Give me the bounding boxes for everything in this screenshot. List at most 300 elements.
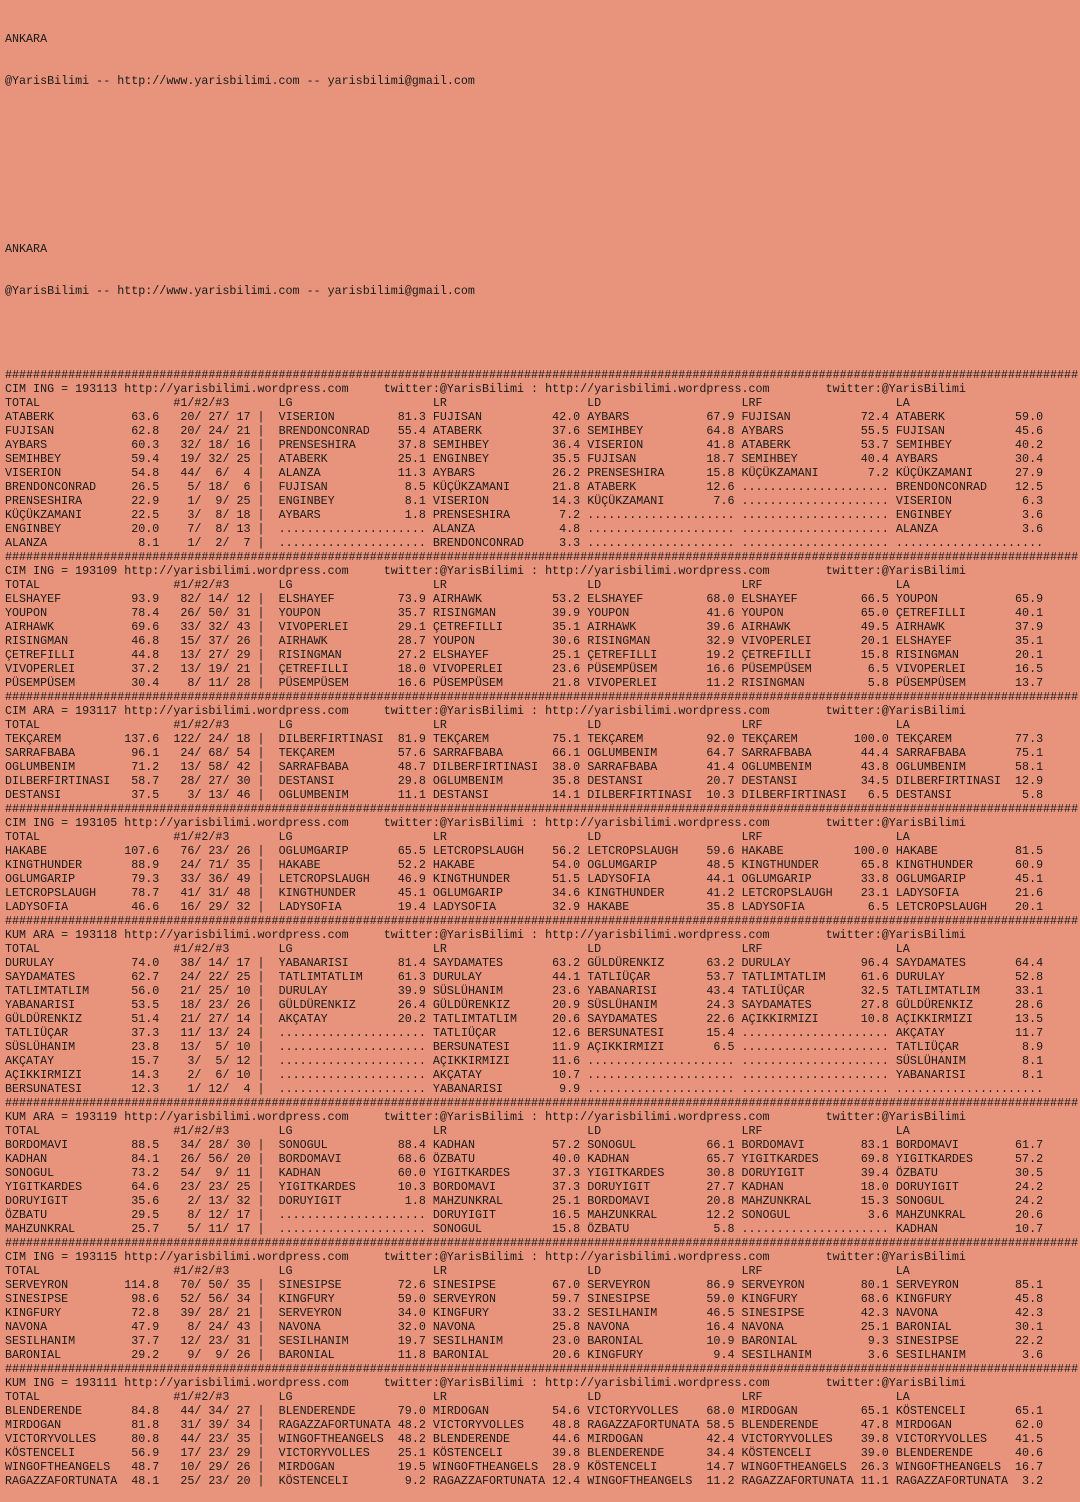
column-header-la: LA [895,396,910,410]
total-value: 88.9 [117,858,160,872]
column-divider: | [250,1432,279,1446]
table-row [5,466,1080,480]
lrf-entry: SARRAFBABA 44.4 [741,746,896,760]
ld-entry: RAGAZZAFORTUNATA 58.5 [587,1418,742,1432]
lg-entry: MIRDOGAN 19.5 [278,1460,433,1474]
la-entry: LETCROPSLAUGH 20.1 [895,900,1051,914]
column-divider: | [250,760,279,774]
lr-entry: KÖSTENCELI 39.8 [432,1446,588,1460]
lrf-entry: VICTORYVOLLES 39.8 [741,1432,896,1446]
spacer [770,816,826,830]
spacer [159,1292,173,1306]
column-header-total: TOTAL [5,718,174,732]
spacer [159,1278,173,1292]
total-value: 46.6 [117,900,160,914]
rank-counts: 52/ 56/ 34 [173,1292,251,1306]
lg-entry: DESTANSI 29.8 [278,774,433,788]
empty-entry: ..................... [278,1222,433,1236]
lg-entry: YOUPON 35.7 [278,606,433,620]
ld-entry: TATLIÜÇAR 53.7 [587,970,742,984]
column-header-lr: LR [432,578,588,592]
rank-counts: 3/ 13/ 46 [173,788,251,802]
spacer [159,760,173,774]
rank-counts: 28/ 27/ 30 [173,774,251,788]
column-header-ld: LD [587,578,742,592]
twitter-handle: twitter:@YarisBilimi [383,382,525,396]
horse-name: HAKABE [5,844,118,858]
column-divider: | [250,900,279,914]
table-row [5,788,1080,802]
column-header-total: TOTAL [5,578,174,592]
la-entry: LADYSOFIA 21.6 [895,886,1051,900]
spacer [159,1418,173,1432]
total-value: 58.7 [117,774,160,788]
lrf-entry: BLENDERENDE 47.8 [741,1418,896,1432]
spacer [159,536,173,550]
column-divider: | [250,1320,279,1334]
column-divider: | [250,1278,279,1292]
total-value: 74.0 [117,956,160,970]
lr-entry: VICTORYVOLLES 48.8 [432,1418,588,1432]
table-row [5,1418,1080,1432]
horse-name: MAHZUNKRAL [5,1222,118,1236]
la-entry: BARONIAL 30.1 [895,1320,1051,1334]
wordpress-url: http://yarisbilimi.wordpress.com [545,704,770,718]
la-entry: RISINGMAN 20.1 [895,648,1051,662]
horse-name: PÜSEMPÜSEM [5,676,118,690]
lr-entry: VIVOPERLEI 23.6 [432,662,588,676]
spacer [349,1250,384,1264]
table-row [5,1180,1080,1194]
column-divider: | [250,1040,279,1054]
ld-entry: VICTORYVOLLES 68.0 [587,1404,742,1418]
lrf-entry: KADHAN 18.0 [741,1180,896,1194]
table-row [5,494,1080,508]
spacer [159,1194,173,1208]
table-row [5,1348,1080,1362]
rank-counts: 12/ 23/ 31 [173,1334,251,1348]
spacer [159,970,173,984]
horse-name: YIGITKARDES [5,1180,118,1194]
lr-entry: DESTANSI 14.1 [432,788,588,802]
table-row [5,634,1080,648]
column-divider: | [250,592,279,606]
total-value: 53.5 [117,998,160,1012]
lg-entry: AKÇATAY 20.2 [278,1012,433,1026]
total-value: 69.6 [117,620,160,634]
column-header-lg: LG [278,830,433,844]
total-value: 30.4 [117,676,160,690]
total-value: 96.1 [117,746,160,760]
horse-name: BRENDONCONRAD [5,480,118,494]
column-divider: | [250,1054,279,1068]
la-entry: KÖSTENCELI 65.1 [895,1404,1051,1418]
column-header-ld: LD [587,1264,742,1278]
rank-counts: 24/ 71/ 35 [173,858,251,872]
total-value: 62.8 [117,424,160,438]
total-value: 79.3 [117,872,160,886]
rank-counts: 5/ 18/ 6 [173,480,251,494]
section-title [5,816,1080,830]
joiner: : [524,928,546,942]
empty-entry: ..................... [741,494,896,508]
table-row [5,438,1080,452]
column-divider: | [250,452,279,466]
lr-entry: AIRHAWK 53.2 [432,592,588,606]
lr-entry: SONOGUL 15.8 [432,1222,588,1236]
total-value: 26.5 [117,480,160,494]
total-value: 37.5 [117,788,160,802]
lg-entry: YIGITKARDES 10.3 [278,1180,433,1194]
lg-entry: KINGFURY 59.0 [278,1292,433,1306]
race-type-and-code: CIM ING = 193105 [5,816,125,830]
total-value: 80.8 [117,1432,160,1446]
rank-counts: 39/ 28/ 21 [173,1306,251,1320]
table-row [5,858,1080,872]
empty-entry: ..................... [587,1082,742,1096]
table-row [5,1208,1080,1222]
column-divider: | [250,1334,279,1348]
table-row [5,676,1080,690]
section-separator: ######################################################################################################################################################### [5,914,1079,928]
spacer [159,1180,173,1194]
column-divider: | [250,536,279,550]
section-title [5,1376,1080,1390]
horse-name: LADYSOFIA [5,900,118,914]
lg-entry: ENGINBEY 8.1 [278,494,433,508]
twitter-handle: twitter:@YarisBilimi [383,704,525,718]
column-header-lg: LG [278,942,433,956]
total-value: 14.3 [117,1068,160,1082]
ld-entry: ÖZBATU 5.8 [587,1222,742,1236]
horse-name: SEMIHBEY [5,452,118,466]
rank-counts: 31/ 39/ 34 [173,1418,251,1432]
lrf-entry: NAVONA 25.1 [741,1320,896,1334]
lr-entry: KINGTHUNDER 51.5 [432,872,588,886]
la-entry: AKÇATAY 11.7 [895,1026,1051,1040]
table-row [5,1306,1080,1320]
column-divider: | [250,984,279,998]
ld-entry: AIRHAWK 39.6 [587,620,742,634]
horse-name: YOUPON [5,606,118,620]
horse-name: SAYDAMATES [5,970,118,984]
la-entry: SAYDAMATES 64.4 [895,956,1051,970]
empty-entry: ..................... [741,1068,896,1082]
horse-name: AKÇATAY [5,1054,118,1068]
spacer [159,676,173,690]
empty-entry: ..................... [741,1040,896,1054]
lrf-entry: BORDOMAVI 83.1 [741,1138,896,1152]
horse-name: BLENDERENDE [5,1404,118,1418]
horse-name: SERVEYRON [5,1278,118,1292]
wordpress-url: http://yarisbilimi.wordpress.com [545,1110,770,1124]
ld-entry: BARONIAL 10.9 [587,1334,742,1348]
column-header-ranks: #1/#2/#3 [173,1124,279,1138]
table-row [5,508,1080,522]
la-entry: AIRHAWK 37.9 [895,620,1051,634]
lr-entry: KÜÇÜKZAMANI 21.8 [432,480,588,494]
table-row [5,998,1080,1012]
lrf-entry: TATLIMTATLIM 61.6 [741,970,896,984]
total-value: 71.2 [117,760,160,774]
ld-entry: ÇETREFILLI 19.2 [587,648,742,662]
total-value: 44.8 [117,648,160,662]
lr-entry: AÇIKKIRMIZI 11.6 [432,1054,588,1068]
column-divider: | [250,466,279,480]
la-entry: WINGOFTHEANGELS 16.7 [895,1460,1051,1474]
column-header-la: LA [895,578,910,592]
ld-entry: LETCROPSLAUGH 59.6 [587,844,742,858]
horse-name: PRENSESHIRA [5,494,118,508]
ld-entry: KINGTHUNDER 41.2 [587,886,742,900]
la-entry: ÇETREFILLI 40.1 [895,606,1051,620]
lr-entry: MAHZUNKRAL 25.1 [432,1194,588,1208]
column-header-ld: LD [587,942,742,956]
column-header-lr: LR [432,830,588,844]
spacer [349,928,384,942]
spacer [159,634,173,648]
horse-name: VICTORYVOLLES [5,1432,118,1446]
lr-entry: BERSUNATESI 11.9 [432,1040,588,1054]
ld-entry: AYBARS 67.9 [587,410,742,424]
ld-entry: SINESIPSE 59.0 [587,1292,742,1306]
lr-entry: SARRAFBABA 66.1 [432,746,588,760]
spacer [159,1152,173,1166]
column-divider: | [250,1292,279,1306]
ld-entry: KÜÇÜKZAMANI 7.6 [587,494,742,508]
empty-entry: ..................... [895,536,1051,550]
race-section-193111 [5,1362,1080,1488]
twitter-handle: twitter:@YarisBilimi [383,816,525,830]
lg-entry: RAGAZZAFORTUNATA 48.2 [278,1418,433,1432]
lr-entry: NAVONA 25.8 [432,1320,588,1334]
rank-counts: 41/ 31/ 48 [173,886,251,900]
lr-entry: TATLIÜÇAR 12.6 [432,1026,588,1040]
ld-entry: AÇIKKIRMIZI 6.5 [587,1040,742,1054]
lg-entry: OGLUMBENIM 11.1 [278,788,433,802]
rank-counts: 122/ 24/ 18 [173,732,251,746]
twitter-handle: twitter:@YarisBilimi [825,1250,966,1264]
lg-entry: DORUYIGIT 1.8 [278,1194,433,1208]
la-entry: VIVOPERLEI 16.5 [895,662,1051,676]
rank-counts: 82/ 14/ 12 [173,592,251,606]
lrf-entry: SONOGUL 3.6 [741,1208,896,1222]
twitter-handle: twitter:@YarisBilimi [825,1376,966,1390]
spacer [349,564,384,578]
lr-entry: VISERION 14.3 [432,494,588,508]
total-value: 63.6 [117,410,160,424]
twitter-handle: twitter:@YarisBilimi [383,564,525,578]
ld-entry: OGLUMBENIM 64.7 [587,746,742,760]
rank-counts: 5/ 11/ 17 [173,1222,251,1236]
rank-counts: 20/ 24/ 21 [173,424,251,438]
total-value: 22.9 [117,494,160,508]
column-header-total: TOTAL [5,1390,174,1404]
lr-entry: KINGFURY 33.2 [432,1306,588,1320]
spacer [159,1040,173,1054]
column-header-total: TOTAL [5,396,174,410]
lrf-entry: SEMIHBEY 40.4 [741,452,896,466]
rank-counts: 1/ 9/ 25 [173,494,251,508]
column-header-ranks: #1/#2/#3 [173,396,279,410]
ld-entry: MIRDOGAN 42.4 [587,1432,742,1446]
total-value: 78.4 [117,606,160,620]
ld-entry: KÖSTENCELI 14.7 [587,1460,742,1474]
horse-name: AÇIKKIRMIZI [5,1068,118,1082]
horse-name: KINGFURY [5,1306,118,1320]
column-divider: | [250,858,279,872]
empty-entry: ..................... [278,1040,433,1054]
ld-entry: DILBERFIRTINASI 10.3 [587,788,742,802]
joiner: : [524,816,546,830]
lr-entry: BORDOMAVI 37.3 [432,1180,588,1194]
empty-entry: ..................... [741,480,896,494]
lr-entry: PRENSESHIRA 7.2 [432,508,588,522]
wordpress-url: http://yarisbilimi.wordpress.com [124,1110,349,1124]
la-entry: SINESIPSE 22.2 [895,1334,1051,1348]
la-entry: DILBERFIRTINASI 12.9 [895,774,1051,788]
lg-entry: ELSHAYEF 73.9 [278,592,433,606]
lg-entry: SESILHANIM 19.7 [278,1334,433,1348]
ld-entry: SEMIHBEY 64.8 [587,424,742,438]
column-divider: | [250,410,279,424]
lrf-entry: SINESIPSE 42.3 [741,1306,896,1320]
lg-entry: SERVEYRON 34.0 [278,1306,433,1320]
wordpress-url: http://yarisbilimi.wordpress.com [124,564,349,578]
total-value: 37.2 [117,662,160,676]
ld-entry: GÜLDÜRENKIZ 63.2 [587,956,742,970]
la-entry: SÜSLÜHANIM 8.1 [895,1054,1051,1068]
table-row [5,424,1080,438]
table-row [5,592,1080,606]
race-section-193118 [5,914,1080,1096]
spacer [159,1334,173,1348]
lg-entry: ÇETREFILLI 18.0 [278,662,433,676]
joiner: : [524,1110,546,1124]
lg-entry: TEKÇAREM 57.6 [278,746,433,760]
lg-entry: WINGOFTHEANGELS 48.2 [278,1432,433,1446]
table-row [5,536,1080,550]
table-row [5,1432,1080,1446]
horse-name: DORUYIGIT [5,1194,118,1208]
lr-entry: OGLUMGARIP 34.6 [432,886,588,900]
la-entry: SERVEYRON 85.1 [895,1278,1051,1292]
column-divider: | [250,1418,279,1432]
total-value: 98.6 [117,1292,160,1306]
ld-entry: ATABERK 12.6 [587,480,742,494]
table-row [5,886,1080,900]
spacer [159,662,173,676]
la-entry: ÖZBATU 30.5 [895,1166,1051,1180]
blank-line [5,200,1080,214]
column-divider: | [250,508,279,522]
column-divider: | [250,606,279,620]
spacer [770,928,826,942]
table-row [5,1054,1080,1068]
la-entry: KINGTHUNDER 60.9 [895,858,1051,872]
column-divider: | [250,970,279,984]
horse-name: KÖSTENCELI [5,1446,118,1460]
column-header-lr: LR [432,396,588,410]
column-divider: | [250,1446,279,1460]
race-type-and-code: CIM ING = 193109 [5,564,125,578]
lr-entry: ELSHAYEF 25.1 [432,648,588,662]
section-separator: ######################################################################################################################################################### [5,1362,1079,1376]
rank-counts: 21/ 25/ 10 [173,984,251,998]
lrf-entry: OGLUMBENIM 43.8 [741,760,896,774]
la-entry: TATLIMTATLIM 33.1 [895,984,1051,998]
lrf-entry: KINGTHUNDER 65.8 [741,858,896,872]
spacer [770,704,826,718]
lg-entry: BLENDERENDE 79.0 [278,1404,433,1418]
spacer [159,508,173,522]
byline: @YarisBilimi -- http://www.yarisbilimi.com -- yarisbilimi@gmail.com [5,74,475,88]
ld-entry: ELSHAYEF 68.0 [587,592,742,606]
total-value: 62.7 [117,970,160,984]
twitter-handle: twitter:@YarisBilimi [383,1376,525,1390]
wordpress-url: http://yarisbilimi.wordpress.com [545,928,770,942]
column-header-ranks: #1/#2/#3 [173,578,279,592]
empty-entry: ..................... [895,1082,1051,1096]
rank-counts: 11/ 13/ 24 [173,1026,251,1040]
ld-entry: LADYSOFIA 44.1 [587,872,742,886]
total-value: 72.8 [117,1306,160,1320]
spacer [159,1012,173,1026]
lr-entry: ATABERK 37.6 [432,424,588,438]
column-header-lrf: LRF [741,578,896,592]
ld-entry: DORUYIGIT 27.7 [587,1180,742,1194]
spacer [159,1474,173,1488]
column-header-lr: LR [432,942,588,956]
spacer [159,1082,173,1096]
ld-entry: RISINGMAN 32.9 [587,634,742,648]
ld-entry: BERSUNATESI 15.4 [587,1026,742,1040]
horse-name: VISERION [5,466,118,480]
wordpress-url: http://yarisbilimi.wordpress.com [124,1376,349,1390]
table-row [5,1320,1080,1334]
la-entry: HAKABE 81.5 [895,844,1051,858]
rank-counts: 34/ 28/ 30 [173,1138,251,1152]
race-type-and-code: KUM ING = 193111 [5,1376,125,1390]
spacer [159,1222,173,1236]
wordpress-url: http://yarisbilimi.wordpress.com [545,382,770,396]
horse-name: BARONIAL [5,1348,118,1362]
lg-entry: SONOGUL 88.4 [278,1138,433,1152]
lr-entry: BARONIAL 20.6 [432,1348,588,1362]
lrf-entry: KÖSTENCELI 39.0 [741,1446,896,1460]
lrf-entry: SAYDAMATES 27.8 [741,998,896,1012]
ld-entry: BLENDERENDE 34.4 [587,1446,742,1460]
column-divider: | [250,1404,279,1418]
table-row [5,1194,1080,1208]
column-divider: | [250,1082,279,1096]
lr-entry: DILBERFIRTINASI 38.0 [432,760,588,774]
ld-entry: PÜSEMPÜSEM 16.6 [587,662,742,676]
lg-entry: OGLUMGARIP 65.5 [278,844,433,858]
column-divider: | [250,1138,279,1152]
spacer [159,1054,173,1068]
horse-name: AIRHAWK [5,620,118,634]
table-row [5,606,1080,620]
lg-entry: BRENDONCONRAD 55.4 [278,424,433,438]
lg-entry: VIVOPERLEI 29.1 [278,620,433,634]
total-value: 59.4 [117,452,160,466]
la-entry: DESTANSI 5.8 [895,788,1051,802]
lrf-entry: KÜÇÜKZAMANI 7.2 [741,466,896,480]
total-value: 22.5 [117,508,160,522]
empty-entry: ..................... [278,1054,433,1068]
wordpress-url: http://yarisbilimi.wordpress.com [545,816,770,830]
